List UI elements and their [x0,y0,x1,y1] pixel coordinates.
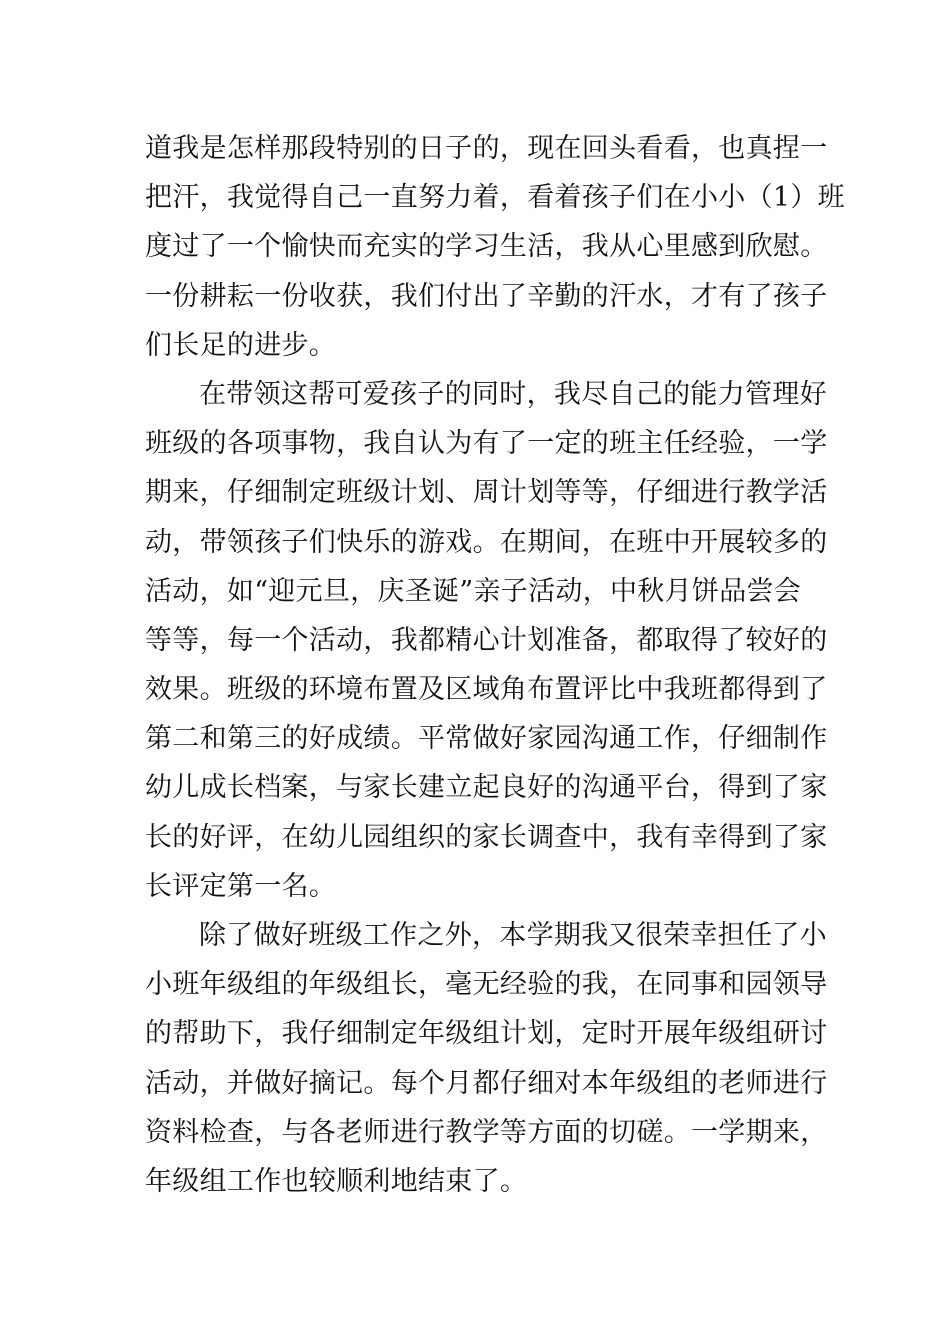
paragraph-2 [145,370,828,911]
text-line: 除了做好班级工作之外，本学期我又很荣幸担任了小 [199,920,827,951]
text-line: 的帮助下，我仔细制定年级组计划，定时开展年级组研讨 [145,1018,828,1050]
paragraph-3 [145,911,828,1206]
text-line: 在带领这帮可爱孩子的同时，我尽自己的能力管理好 [199,378,827,410]
text-line: 一份耕耘一份收获，我们付出了辛勤的汗水，才有了孩子 [145,280,828,312]
paragraph-1 [145,124,845,370]
text-line: 等等，每一个活动，我都精心计划准备，都取得了较好的 [145,624,828,656]
text-line: 长的好评，在幼儿园组织的家长调查中，我有幸得到了家 [145,821,828,853]
document-body [145,124,845,1206]
text-line: 道我是怎样那段特别的日子的，现在回头看看，也真捏一 [145,133,828,164]
text-line: 小班年级组的年级组长，毫无经验的我，在同事和园领导 [145,969,828,1001]
text-line: 资料检查，与各老师进行教学等方面的切磋。一学期来， [145,1116,828,1148]
text-line: 效果。班级的环境布置及区域角布置评比中我班都得到了 [145,674,828,706]
text-line: 活动，并做好摘记。每个月都仔细对本年级组的老师进行 [145,1067,828,1099]
text-line: 活动，如“迎元旦，庆圣诞”亲子活动，中秋月饼品尝会 [145,575,802,607]
text-line: 期来，仔细制定班级计划、周计划等等，仔细进行教学活 [145,477,828,509]
text-line: 们长足的进步。 [145,329,337,361]
text-line: 幼儿成长档案，与家长建立起良好的沟通平台，得到了家 [145,772,828,804]
text-line: 度过了一个愉快而充实的学习生活，我从心里感到欣慰。 [145,231,828,263]
text-line: 长评定第一名。 [145,870,337,902]
text-line: 动，带领孩子们快乐的游戏。在期间，在班中开展较多的 [145,526,828,558]
text-line: 班级的各项事物，我自认为有了一定的班主任经验，一学 [145,428,828,460]
text-line: 把汗，我觉得自己一直努力着，看着孩子们在小小（1）班 [145,182,845,214]
text-line: 第二和第三的好成绩。平常做好家园沟通工作，仔细制作 [145,723,828,755]
text-line: 年级组工作也较顺利地结束了。 [145,1165,528,1197]
